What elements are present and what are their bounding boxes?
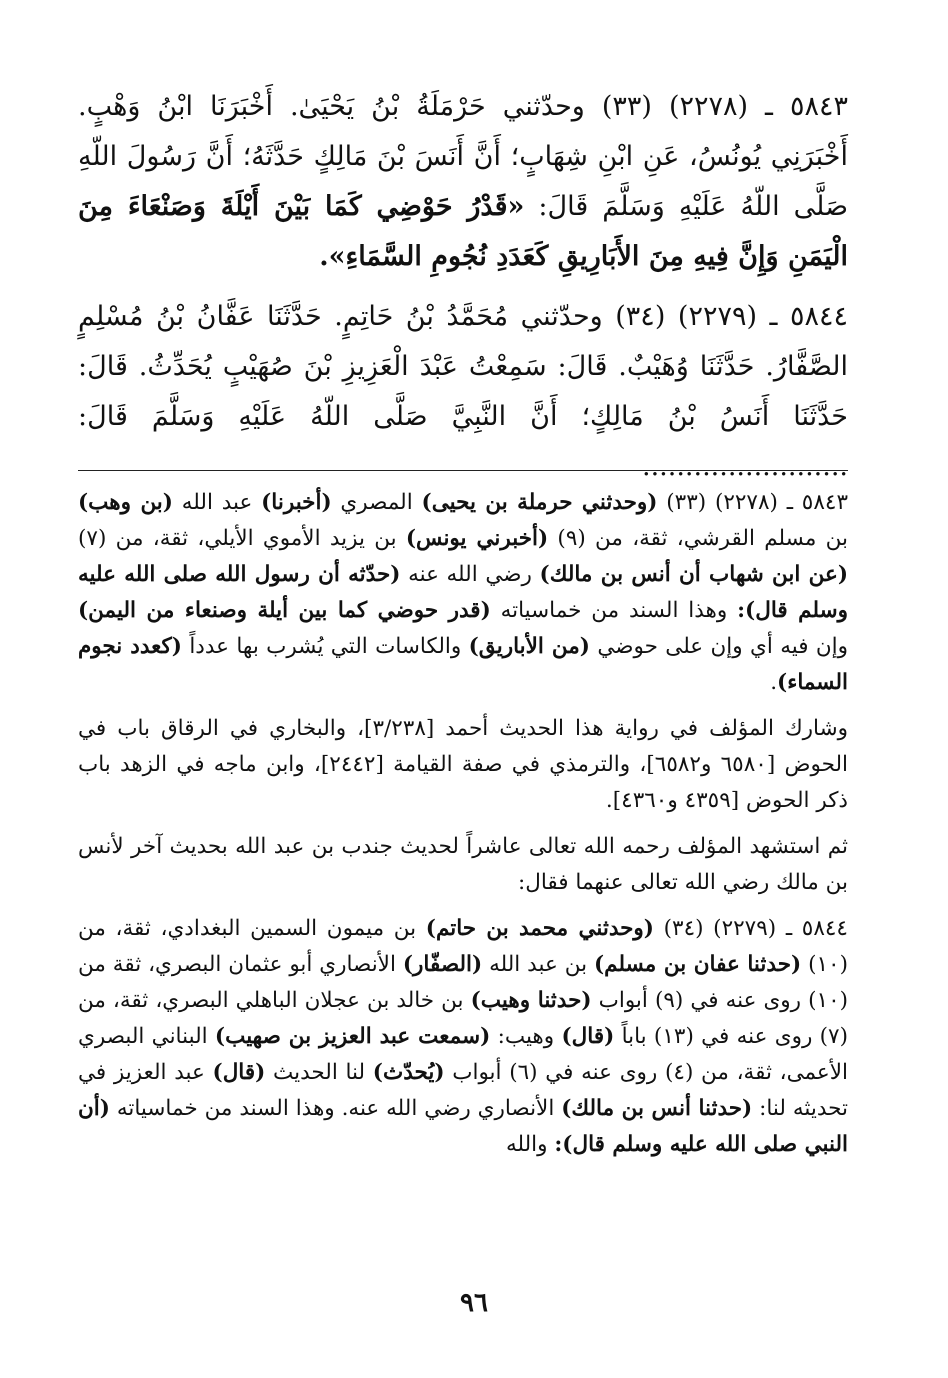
- commentary-text: بن خالد بن عجلان الباهلي البصري، ثقة، من (٧) روى عنه في (١٣) باباً: [78, 988, 848, 1049]
- commentary-quote: (أن النبي صلى الله عليه وسلم قال):: [78, 1096, 848, 1157]
- hadith-5844-ellipsis: ........................: [642, 451, 848, 482]
- commentary-quote: (عن ابن شهاب أن أنس بن مالك): [539, 562, 848, 587]
- commentary-quote: (قال): [212, 1060, 266, 1085]
- page-number: ٩٦: [460, 1288, 488, 1318]
- commentary-text: بن يزيد الأموي الأيلي، ثقة، من (٧): [78, 526, 397, 551]
- commentary-text: رضي الله عنه: [408, 562, 532, 587]
- commentary-text: الأنصاري رضي الله عنه. وهذا السند من خماسياته: [116, 1096, 555, 1121]
- hadith-text: [78, 82, 848, 502]
- commentary-quote: (أخبرنا): [261, 490, 332, 515]
- commentary-text: ٥٨٤٤ ـ (٢٢٧٩) (٣٤): [663, 916, 848, 941]
- commentary-quote: (من الأباريق): [468, 634, 590, 659]
- commentary-quote: (كعدد نجوم السماء): [78, 634, 848, 695]
- commentary-quote: (يُحدّث): [372, 1060, 445, 1085]
- commentary-text: لنا الحديث: [273, 1060, 366, 1085]
- commentary-text: بن عبد الله: [489, 952, 588, 977]
- commentary-text: ٥٨٤٣ ـ (٢٢٧٨) (٣٣): [666, 490, 848, 515]
- commentary-quote: (بن وهب): [78, 490, 173, 515]
- commentary-text: وإن فيه أي وإن على حوضي: [597, 634, 849, 659]
- commentary-text: عبد العزيز في تحديثه لنا:: [78, 1060, 849, 1121]
- commentary-quote: (سمعت عبد العزيز بن صهيب): [214, 1024, 491, 1049]
- commentary-text: الأنصاري أبو عثمان البصري، ثقة من (١٠) روى عنه في (٩) أبواب: [78, 952, 849, 1013]
- commentary: [78, 485, 848, 1173]
- commentary-text: بن مسلم القرشي، ثقة، من (٩): [557, 526, 848, 551]
- commentary-text: والكاسات التي يُشرب بها عدداً: [189, 634, 462, 659]
- commentary-5843: [78, 485, 848, 701]
- commentary-5844: [78, 911, 848, 1163]
- commentary-quote: (أخبرني يونس): [405, 526, 549, 551]
- commentary-text: البناني البصري الأعمى، ثقة، من (٤) روى عنه في (٦) أبواب: [78, 1024, 848, 1085]
- commentary-text: بن ميمون السمين البغدادي، ثقة، من (١٠): [78, 916, 848, 977]
- commentary-text: عبد الله: [181, 490, 253, 515]
- commentary-text: والله: [505, 1132, 548, 1157]
- commentary-quote: (وحدثني محمد بن حاتم): [425, 916, 654, 941]
- commentary-text: .: [770, 670, 778, 695]
- commentary-quote: (قدر حوضي كما بين أيلة وصنعاء من اليمن): [78, 598, 491, 623]
- commentary-sources: وشارك المؤلف في رواية هذا الحديث أحمد [٣/٢٣٨]، والبخاري في الرقاق باب في الحوض [٦٥٨٠ و٦٥٨٢]، والترمذي في صفة القيامة [٢٤٤٢]، وابن ماجه في الزهد باب ذكر الحوض [٤٣٥٩ و٤٣٦٠].: [78, 716, 848, 813]
- commentary-quote: (حدثنا أنس بن مالك): [561, 1096, 753, 1121]
- footnote-divider: [78, 470, 848, 471]
- commentary-quote: (حدثنا عفان بن مسلم): [593, 952, 802, 977]
- commentary-text: وهذا السند من خماسياته: [500, 598, 728, 623]
- commentary-quote: (قال): [561, 1024, 615, 1049]
- commentary-quote: (حدّثه أن رسول الله صلى الله عليه وسلم قال):: [78, 562, 848, 623]
- commentary-quote: (حدثنا وهيب): [470, 988, 592, 1013]
- hadith-5843-matn: «قَدْرُ حَوْضِي كَمَا بَيْنَ أَيْلَةَ وَصَنْعَاءَ مِنَ الْيَمَنِ وَإِنَّ فِيهِ مِنَ الأَبَارِيقِ كَعَدَدِ نُجُومِ السَّمَاءِ».: [78, 191, 848, 272]
- hadith-5844-body: ٥٨٤٤ ـ (٢٢٧٩) (٣٤) وحدّثني مُحَمَّدُ بْنُ حَاتِمٍ. حَدَّثَنَا عَفَّانُ بْنُ مُسْلِمٍ الصَّفَّارُ. حَدَّثَنَا وُهَيْبٌ. قَالَ: سَمِعْتُ عَبْدَ الْعَزِيزِ بْنَ صُهَيْبٍ يُحَدِّثُ. قَالَ: حَدَّثَنَا أَنَسُ بْنُ مَالِكٍ؛ أَنَّ النَّبِيَّ صَلَّى اللّهُ عَلَيْهِ وَسَلَّمَ قَالَ:: [78, 301, 849, 432]
- commentary-text: وهيب:: [497, 1024, 555, 1049]
- commentary-transition: ثم استشهد المؤلف رحمه الله تعالى عاشراً لحديث جندب بن عبد الله بحديث آخر لأنس بن مالك رضي الله تعالى عنهما فقال:: [78, 834, 848, 895]
- commentary-quote: (الصفّار): [402, 952, 483, 977]
- hadith-5843: [78, 82, 848, 282]
- commentary-text: المصري: [340, 490, 413, 515]
- hadith-5843-body: ٥٨٤٣ ـ (٢٢٧٨) (٣٣) وحدّثني حَرْمَلَةُ بْنُ يَحْيَىٰ. أَخْبَرَنَا ابْنُ وَهْبٍ. أَخْبَرَنِي يُونُسُ، عَنِ ابْنِ شِهَابٍ؛ أَنَّ أَنَسَ بْنَ مَالِكٍ حَدَّثَهُ؛ أَنَّ رَسُولَ اللّهِ صَلَّى اللّهُ عَلَيْهِ وَسَلَّمَ قَالَ:: [78, 91, 849, 222]
- hadith-5844: [78, 292, 848, 492]
- commentary-quote: (وحدثني حرملة بن يحيى): [421, 490, 658, 515]
